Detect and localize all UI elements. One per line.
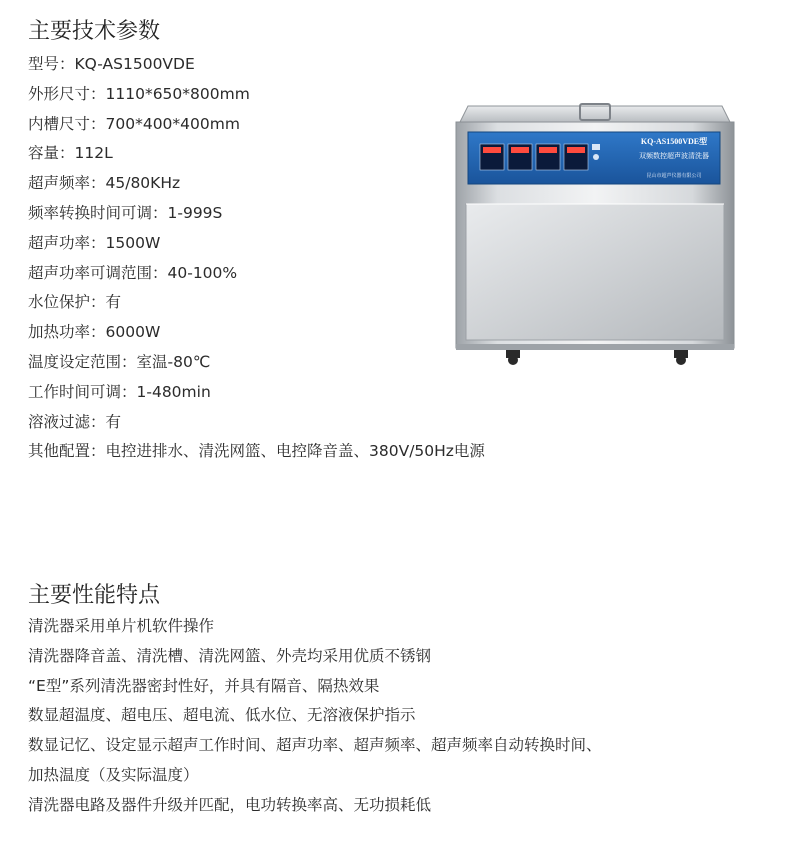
- panel-maker-label: 昆山市超声仪器有限公司: [646, 173, 702, 179]
- feature-item: 数显超温度、超电压、超电流、低水位、无溶液保护指示: [28, 706, 416, 725]
- spec-item: 超声频率：45/80KHz: [28, 174, 181, 193]
- spec-item: 容量：112L: [28, 144, 113, 163]
- features-list: [28, 612, 602, 821]
- spec-item: 外形尺寸：1110*650*800mm: [28, 84, 250, 103]
- panel-model-label: KQ-AS1500VDE型: [640, 137, 708, 146]
- spec-item: 频率转换时间可调：1-999S: [28, 203, 223, 222]
- spec-item: 溶液过滤：有: [28, 412, 122, 431]
- feature-item: 清洗器电路及器件升级并匹配，电功转换率高、无功损耗低: [28, 795, 432, 814]
- features-title: 主要性能特点: [28, 583, 161, 608]
- feature-item: 加热温度（及实际温度）: [28, 765, 199, 784]
- spec-item: 加热功率：6000W: [28, 323, 161, 342]
- spec-item: 超声功率：1500W: [28, 233, 161, 252]
- ultrasonic-cleaner-image: [452, 100, 738, 368]
- panel-name-label: 双频数控超声波清洗器: [639, 153, 709, 160]
- specs-list: [28, 50, 485, 467]
- specs-title: 主要技术参数: [28, 19, 161, 44]
- feature-item: 清洗器采用单片机软件操作: [28, 617, 215, 635]
- spec-item: 型号：KQ-AS1500VDE: [28, 55, 195, 73]
- feature-item: “E型”系列清洗器密封性好，并具有隔音、隔热效果: [28, 676, 380, 695]
- spec-item: 超声功率可调范围：40-100%: [28, 263, 238, 282]
- feature-item: 数显记忆、设定显示超声工作时间、超声功率、超声频率、超声频率自动转换时间、: [28, 736, 602, 755]
- spec-item: 水位保护：有: [28, 293, 122, 312]
- spec-item: 内槽尺寸：700*400*400mm: [28, 114, 240, 133]
- feature-item: 清洗器降音盖、清洗槽、清洗网篮、外壳均采用优质不锈钢: [28, 646, 432, 665]
- spec-item: 工作时间可调：1-480min: [28, 382, 211, 401]
- spec-item: 其他配置：电控进排水、清洗网篮、电控降音盖、380V/50Hz电源: [28, 442, 485, 461]
- spec-item: 温度设定范围：室温-80℃: [28, 352, 211, 371]
